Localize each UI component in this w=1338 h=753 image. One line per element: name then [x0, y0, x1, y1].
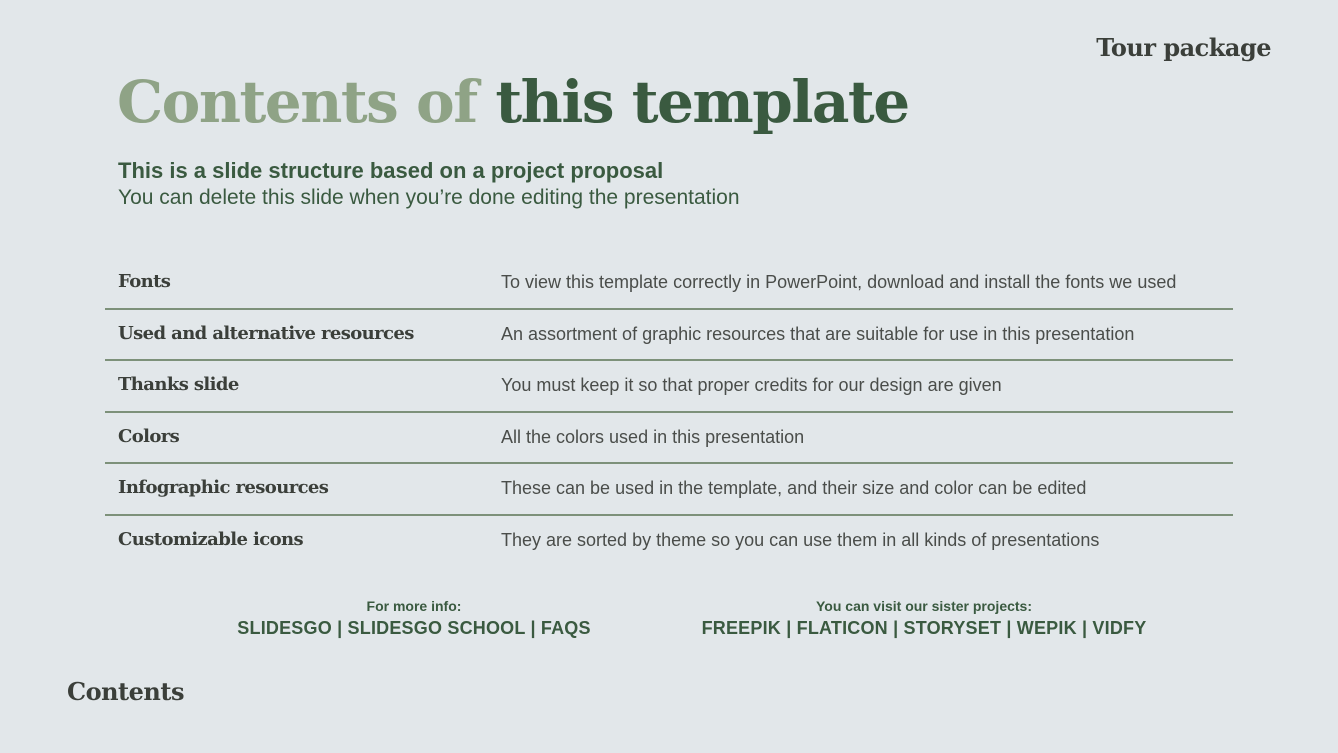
- row-description: They are sorted by theme so you can use them in all kinds of presentations: [501, 529, 1100, 550]
- section-label: Contents: [67, 677, 184, 706]
- more-info-caption: For more info:: [366, 598, 462, 614]
- row-label: Colors: [118, 425, 180, 447]
- row-description: An assortment of graphic resources that are suitable for use in this presentation: [501, 323, 1135, 344]
- header-label: Tour package: [1096, 33, 1271, 62]
- title-light-part: Contents of: [117, 68, 477, 136]
- row-description: You must keep it so that proper credits for our design are given: [501, 375, 1002, 395]
- more-info-block: [230, 598, 598, 639]
- more-info-links[interactable]: SLIDESGO | SLIDESGO SCHOOL | FAQS: [237, 618, 591, 638]
- subtitle-bold: This is a slide structure based on a project proposal: [118, 158, 664, 183]
- row-label: Used and alternative resources: [118, 322, 414, 344]
- table-row: [105, 516, 1233, 568]
- table-row: [105, 464, 1233, 516]
- title-dark-part: this template: [495, 68, 909, 136]
- row-label: Thanks slide: [118, 374, 239, 395]
- table-row: [105, 310, 1233, 362]
- page-title: [117, 68, 909, 138]
- sister-projects-block: [690, 598, 1158, 639]
- row-label: Infographic resources: [118, 477, 329, 498]
- sister-projects-links[interactable]: FREEPIK | FLATICON | STORYSET | WEPIK | VIDFY: [701, 618, 1147, 638]
- table-row: [105, 413, 1233, 465]
- subtitle-regular: You can delete this slide when you’re done editing the presentation: [118, 186, 740, 209]
- table-row: [105, 361, 1233, 413]
- row-description: All the colors used in this presentation: [501, 426, 805, 447]
- row-label: Fonts: [118, 271, 171, 292]
- row-description: These can be used in the template, and their size and color can be edited: [501, 478, 1087, 498]
- row-label: Customizable icons: [118, 528, 304, 550]
- row-description: To view this template correctly in PowerPoint, download and install the fonts we used: [501, 272, 1177, 292]
- contents-table: [105, 258, 1233, 567]
- table-row: [105, 258, 1233, 310]
- sister-projects-caption: You can visit our sister projects:: [815, 598, 1033, 614]
